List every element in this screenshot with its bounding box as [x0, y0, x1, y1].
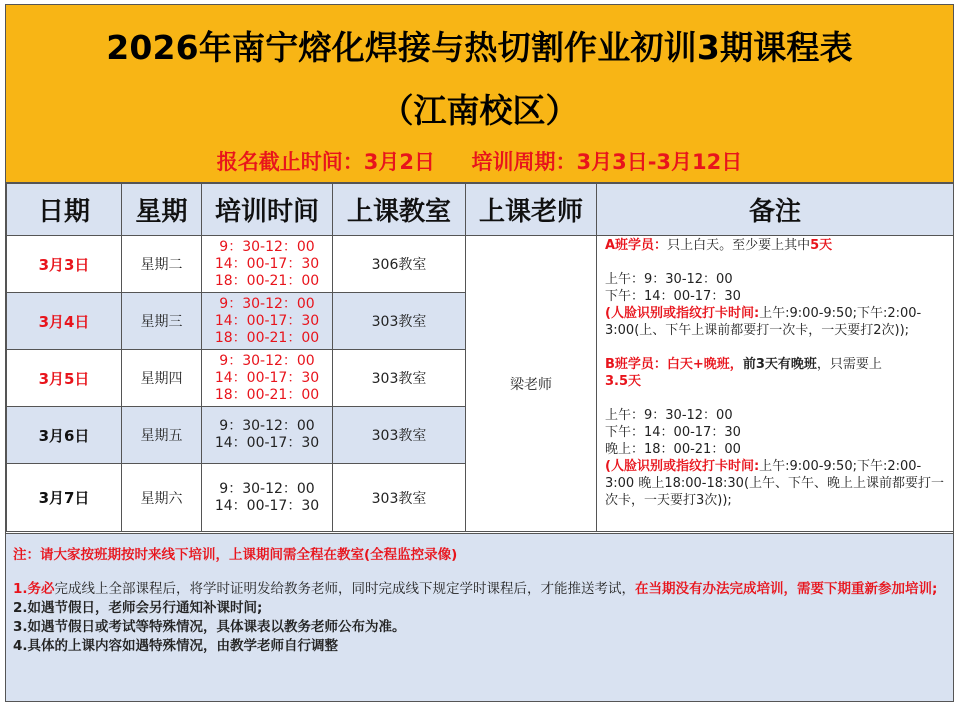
class-a-days: 5天	[810, 238, 833, 253]
attendance-notice: 注：请大家按班期按时来线下培训，上课期间需全程在教室(全程监控录像)	[13, 547, 458, 563]
schedule-table	[6, 183, 954, 532]
time-slot: 18：00-21：00	[214, 329, 320, 346]
weekday-cell: 星期四	[122, 350, 202, 407]
rule-1-text: 完成线上全部课程后，将学时证明发给教务老师，同时完成线下规定学时课程后，才能推送考试，	[54, 581, 636, 597]
time-slot: 14：00-17：30	[214, 255, 320, 272]
class-b-clock-label: (人脸识别或指纹打卡时间:	[605, 459, 760, 474]
date-cell: 3月4日	[7, 293, 122, 350]
class-a-morning: 上午：9：30-12：00	[605, 272, 733, 287]
date-cell: 3月7日	[7, 464, 122, 532]
class-b-evening: 晚上：18：00-21：00	[605, 442, 741, 457]
time-cell	[202, 236, 333, 293]
class-b-label: B班学员：白天+晚班，	[605, 357, 743, 372]
class-b-afternoon: 下午：14：00-17：30	[605, 425, 741, 440]
room-cell: 303教室	[333, 293, 466, 350]
time-slot: 9：30-12：00	[219, 295, 315, 312]
time-slot: 14：00-17：30	[214, 497, 320, 514]
date-cell: 3月3日	[7, 236, 122, 293]
teacher-cell: 梁老师	[466, 236, 597, 532]
time-cell	[202, 464, 333, 532]
date-cell: 3月6日	[7, 407, 122, 464]
class-b-text: 前3天有晚班	[742, 357, 817, 372]
time-slot: 9：30-12：00	[219, 238, 315, 255]
class-a-afternoon: 下午：14：00-17：30	[605, 289, 741, 304]
weekday-cell: 星期三	[122, 293, 202, 350]
rule-item-4: 4.具体的上课内容如遇特殊情况，由教学老师自行调整	[13, 638, 339, 654]
class-b-morning: 上午：9：30-12：00	[605, 408, 733, 423]
time-slot: 18：00-21：00	[214, 272, 320, 289]
class-a-clock-label: (人脸识别或指纹打卡时间:	[605, 306, 760, 321]
rule-item-2: 2.如遇节假日，老师会另行通知补课时间;	[13, 600, 263, 616]
weekday-cell: 星期二	[122, 236, 202, 293]
column-header-time: 培训时间	[202, 184, 333, 236]
room-cell: 303教室	[333, 407, 466, 464]
column-header-room: 上课教室	[333, 184, 466, 236]
time-cell	[202, 293, 333, 350]
room-cell: 303教室	[333, 464, 466, 532]
rule-1-prefix: 1.	[13, 581, 28, 597]
room-cell: 306教室	[333, 236, 466, 293]
time-slot: 18：00-21：00	[214, 386, 320, 403]
page-title: 2026年南宁熔化焊接与热切割作业初训3期课程表	[106, 28, 853, 67]
time-slot: 14：00-17：30	[214, 435, 320, 451]
column-header-notes: 备注	[597, 184, 954, 236]
notice-section	[6, 533, 953, 701]
date-cell: 3月5日	[7, 350, 122, 407]
time-slot: 14：00-17：30	[214, 312, 320, 329]
rule-1-warning: 在当期没有办法完成培训，需要下期重新参加培训;	[635, 581, 938, 597]
weekday-cell: 星期六	[122, 464, 202, 532]
room-cell: 303教室	[333, 350, 466, 407]
class-b-text-2: ，只需要上	[816, 357, 882, 372]
class-a-clock-text: 上午:9:00-9:50;下午:2:00-3:00(上、下午上课前都要打一次卡，一天要打2次));	[605, 306, 922, 338]
column-header-date: 日期	[7, 184, 122, 236]
rule-item-3: 3.如遇节假日或考试等特殊情况，具体课表以教务老师公布为准。	[13, 619, 406, 635]
title-banner	[6, 5, 953, 183]
table-header-row	[7, 184, 954, 236]
class-b-clock-text: 上午:9:00-9:50;下午:2:00-3:00 晚上18:00-18:30(上午、下午、晚上上课前都要打一次卡，一天要打3次));	[605, 459, 945, 508]
column-header-weekday: 星期	[122, 184, 202, 236]
time-slot: 14：00-17：30	[214, 369, 320, 386]
time-slot: 9：30-12：00	[219, 352, 315, 369]
deadline-text: 报名截止时间：3月2日 培训周期：3月3日-3月12日	[216, 150, 743, 174]
table-row	[7, 236, 954, 293]
class-b-days: 3.5天	[605, 374, 642, 389]
schedule-sheet	[5, 4, 954, 702]
weekday-cell: 星期五	[122, 407, 202, 464]
time-slot: 9：30-12：00	[219, 480, 315, 497]
time-cell	[202, 350, 333, 407]
rule-item-1	[13, 580, 943, 599]
class-a-label: A班学员：	[605, 238, 668, 253]
column-header-teacher: 上课老师	[466, 184, 597, 236]
time-cell	[202, 407, 333, 464]
campus-subtitle: （江南校区）	[380, 91, 579, 130]
class-a-text: 只上白天。至少要上其中	[667, 238, 811, 253]
rule-1-must: 务必	[27, 581, 55, 597]
time-slot: 9：30-12：00	[219, 418, 315, 434]
notes-cell	[597, 236, 954, 532]
